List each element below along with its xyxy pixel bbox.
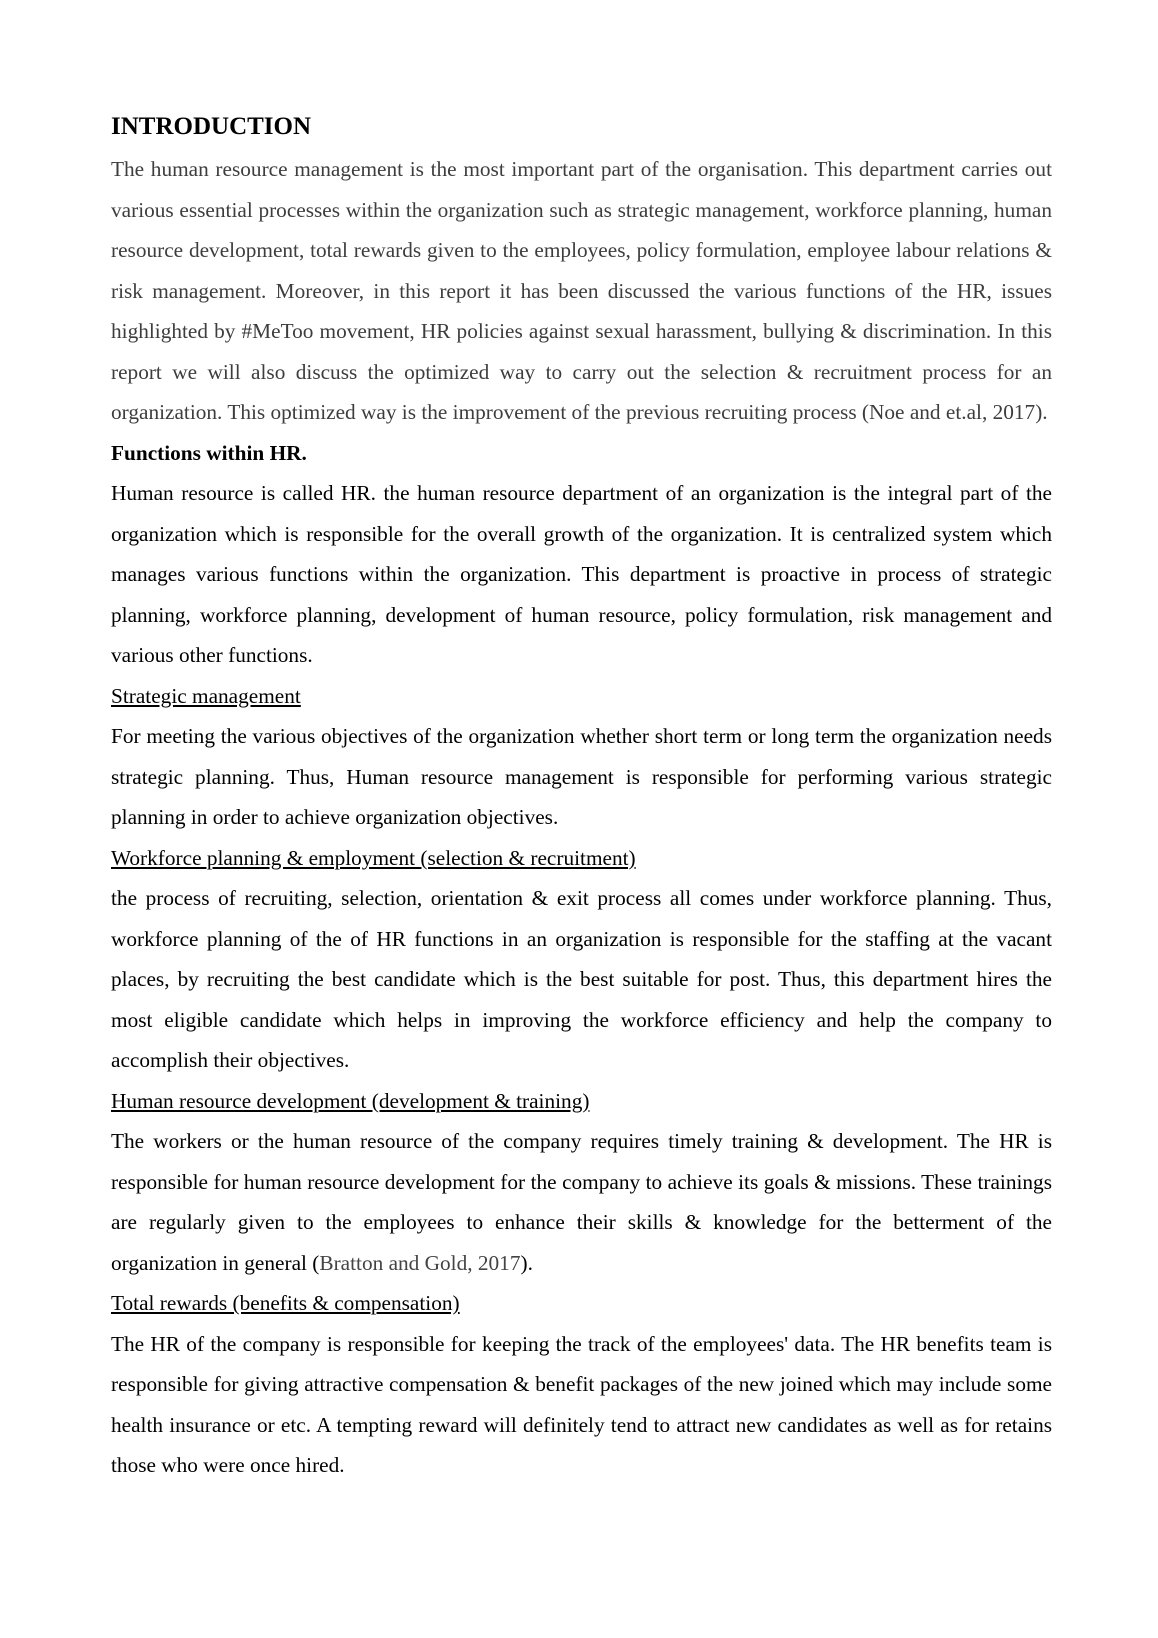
strategic-management-paragraph: For meeting the various objectives of the organization whether short term or long term the organization needs strategic planning. Thus, Human resource management is responsible for performing various strategic planning in order to achieve organization objectives. [111,724,1052,829]
functions-heading: Functions within HR. [111,440,307,465]
workforce-planning-paragraph: the process of recruiting, selection, orientation & exit process all comes under workforce planning. Thus, workforce planning of the of HR functions in an organization is responsible for the staffing at the vacant places, by recruiting the best candidate which is the best suitable for post. Thus, this department hires the most eligible candidate which helps in improving the workforce efficiency and help the company to accomplish their objectives. [111,886,1052,1072]
hr-development-text-end: ). [520,1250,533,1275]
introduction-paragraph: The human resource management is the most important part of the organisation. This department carries out various essential processes within the organization such as strategic management, workforce planning, human resource development, total rewards given to the employees, policy formulation, employee labour relations & risk management. Moreover, in this report it has been discussed the various functions of the HR, issues highlighted by #MeToo movement, HR policies against sexual harassment, bullying & discrimination. In this report we will also discuss the optimized way to carry out the selection & recruitment process for an organization. This optimized way is the improvement of the previous recruiting process (Noe and et.al, 2017). [111,157,1052,424]
total-rewards-paragraph: The HR of the company is responsible for keeping the track of the employees' data. The HR benefits team is responsible for giving attractive compensation & benefit packages of the new joined which may include some health insurance or etc. A tempting reward will definitely tend to attract new candidates as well as for retains those who were once hired. [111,1331,1052,1477]
strategic-management-title: Strategic management [111,683,301,708]
hr-development-text: The workers or the human resource of the company requires timely training & development. The HR is responsible for human resource development for the company to achieve its goals & missions. These trainings are regularly given to the employees to enhance their skills & knowledge for the betterment of the organization in general ( [111,1129,1052,1275]
introduction-heading: INTRODUCTION [111,113,312,140]
document-page [111,107,1052,1486]
functions-paragraph: Human resource is called HR. the human resource department of an organization is the integral part of the organization which is responsible for the overall growth of the organization. It is centralized system which manages various functions within the organization. This department is proactive in process of strategic planning, workforce planning, development of human resource, policy formulation, risk management and various other functions. [111,481,1052,667]
hr-development-title: Human resource development (development & training) [111,1088,590,1113]
citation: Bratton and Gold, 2017 [319,1250,521,1275]
hr-development-paragraph [111,1121,1052,1283]
workforce-planning-title: Workforce planning & employment (selection & recruitment) [111,845,636,870]
total-rewards-title: Total rewards (benefits & compensation) [111,1291,460,1315]
